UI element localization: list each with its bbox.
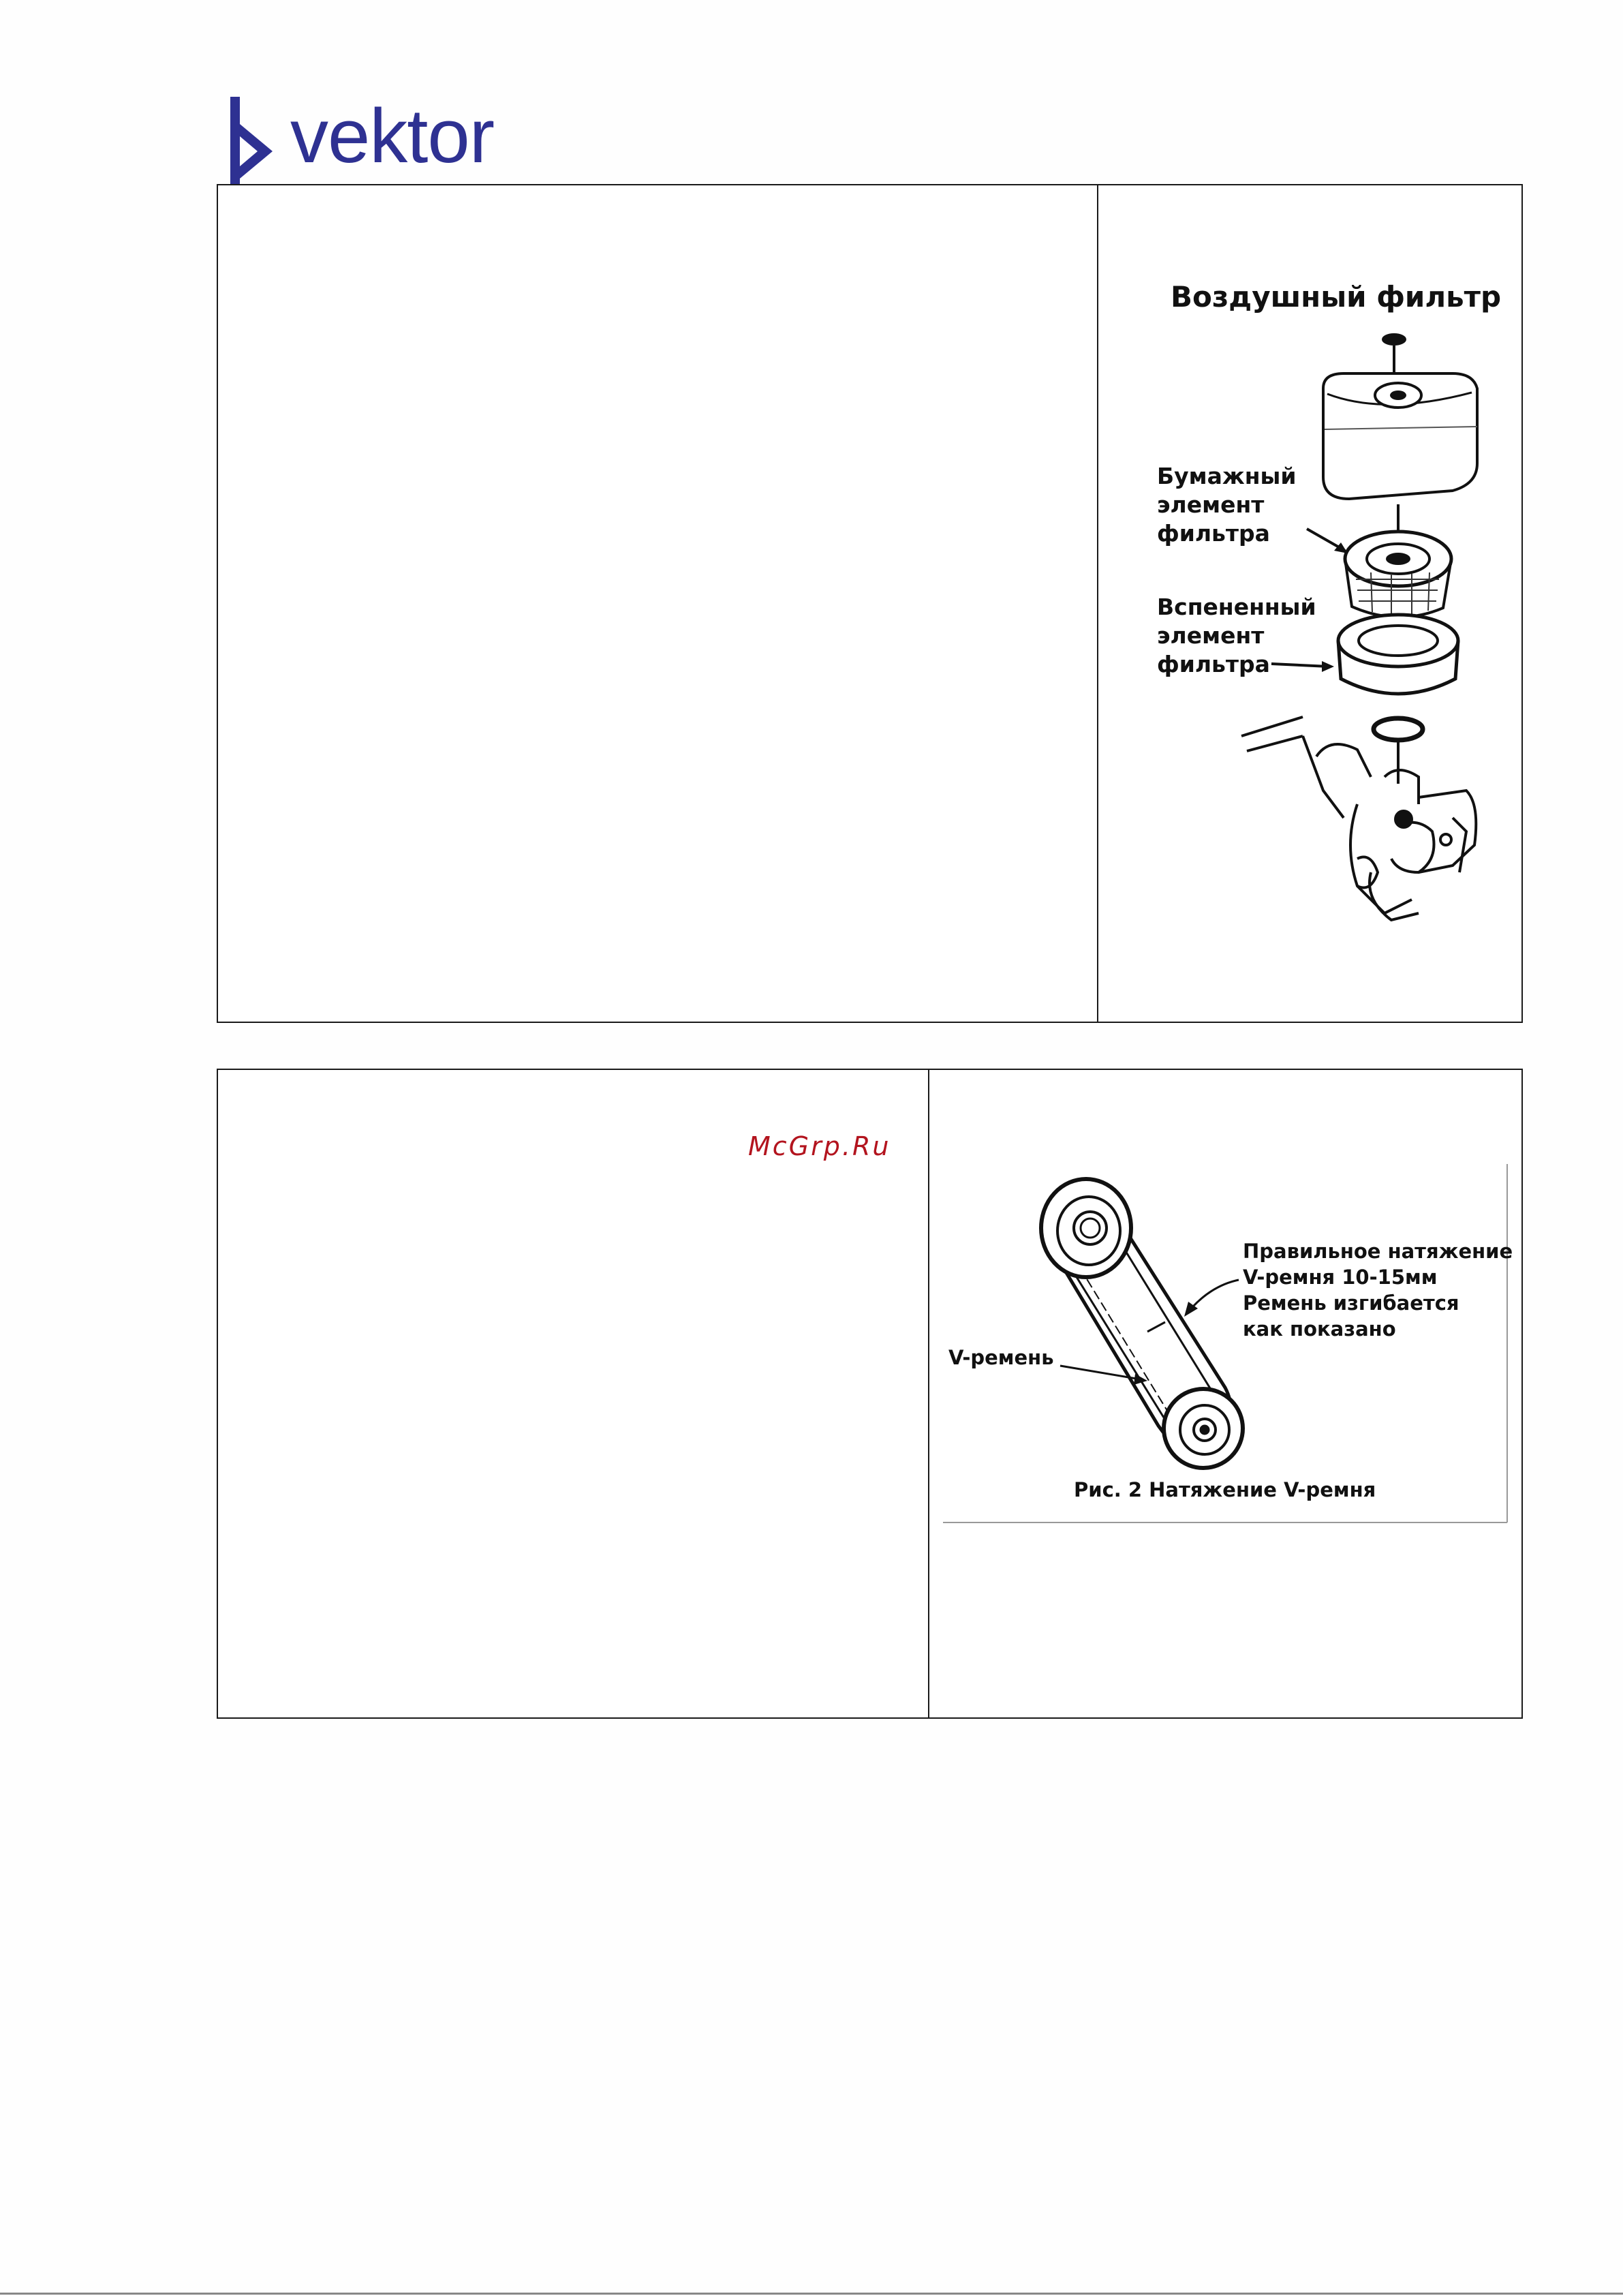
air-filter-diagram: [1098, 259, 1521, 940]
paper-element-label-line2: элемент: [1157, 491, 1265, 518]
page-bottom-rule: [0, 2293, 1623, 2295]
v-belt-label: V-ремень: [948, 1346, 1054, 1369]
instruction-text-cell: [218, 185, 1097, 1022]
paper-element-label-line1: Бумажный: [1157, 463, 1297, 489]
column-divider: [928, 1070, 929, 1717]
lower-pulley: [1164, 1389, 1243, 1468]
brand-name: vektor: [290, 93, 494, 179]
tension-label-line2: V-ремня 10-15мм: [1243, 1266, 1438, 1289]
filter-cover: [1323, 373, 1477, 499]
foam-element-label-line1: Вспененный: [1157, 594, 1316, 620]
tension-label-line1: Правильное натяжение: [1243, 1240, 1513, 1263]
tension-label-line3: Ремень изгибается: [1243, 1291, 1459, 1315]
instruction-text-cell: [218, 1070, 928, 1717]
foam-element-label-line2: элемент: [1157, 622, 1265, 649]
foam-filter-element: [1338, 615, 1458, 694]
engine-base: [1241, 717, 1476, 920]
logo-mark-icon: [230, 97, 278, 184]
tension-label-line4: как показано: [1243, 1317, 1396, 1341]
upper-pulley: [1041, 1179, 1131, 1277]
vektor-logo: [230, 93, 494, 185]
v-belt-tension-diagram: [943, 1163, 1513, 1525]
foam-element-label-line3: фильтра: [1157, 651, 1270, 677]
watermark-text: McGrp.Ru: [748, 1131, 891, 1161]
figure-caption: Рис. 2 Натяжение V-ремня: [1074, 1478, 1376, 1501]
paper-filter-element: [1345, 504, 1451, 617]
figure-title: Воздушный фильтр: [1171, 280, 1502, 313]
paper-element-label-line3: фильтра: [1157, 520, 1270, 547]
